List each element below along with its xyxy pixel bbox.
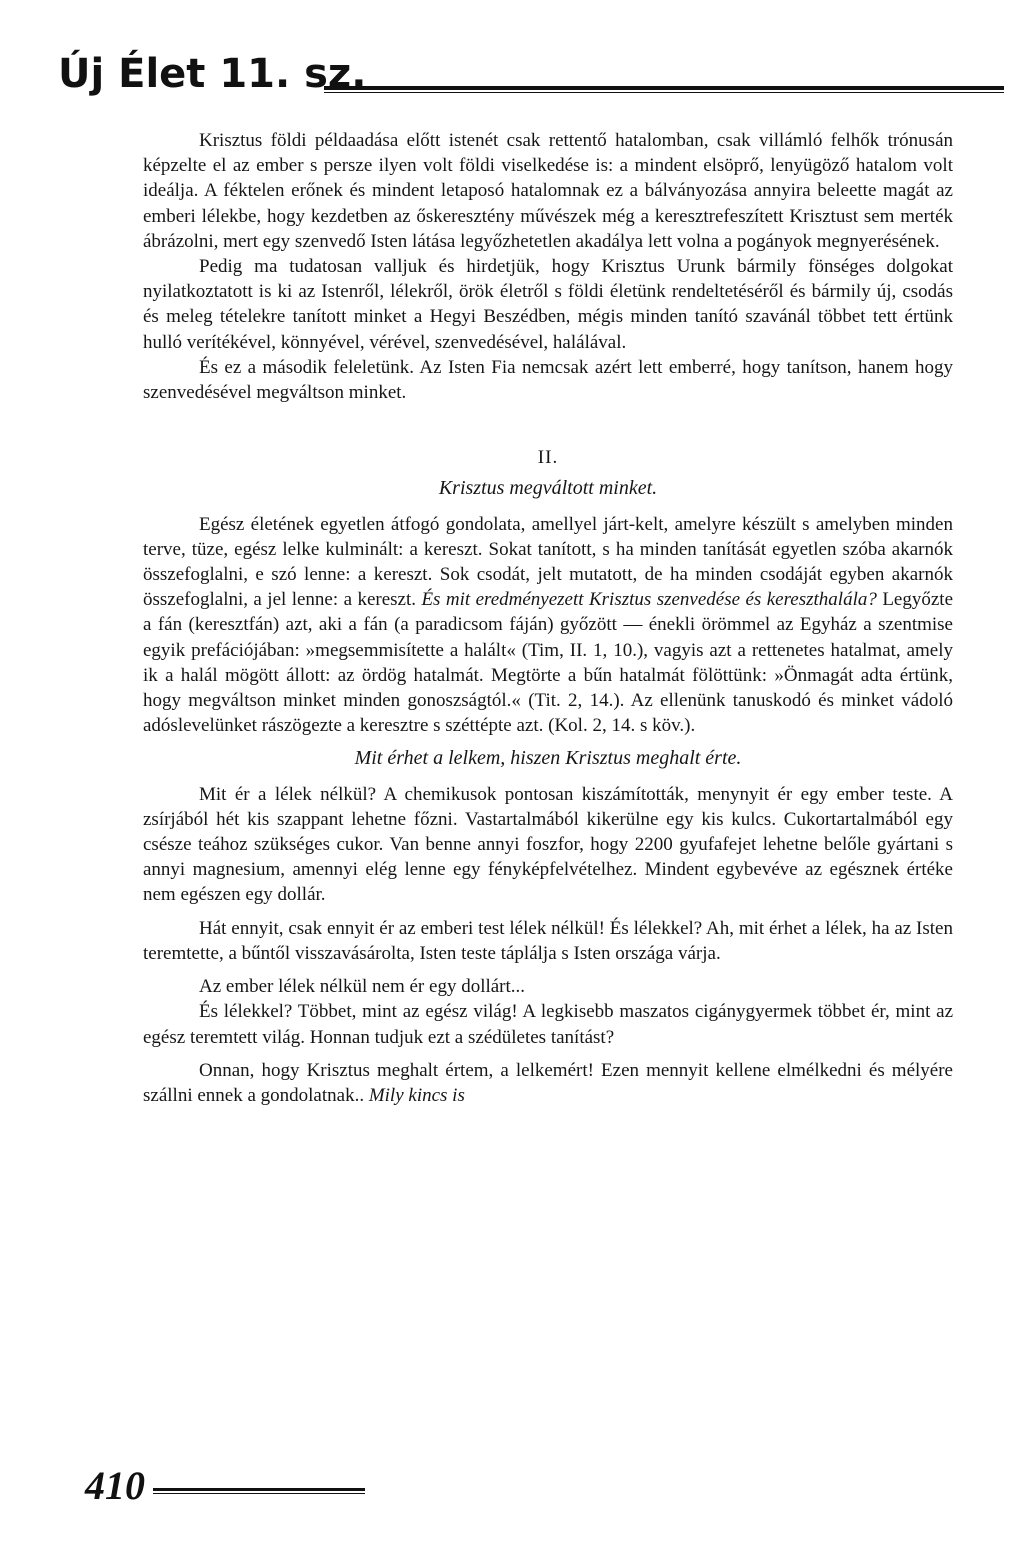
footer-rule	[153, 1488, 365, 1494]
paragraph: És ez a második feleletünk. Az Isten Fia nemcsak azért lett emberré, hogy tanítson, hanem hogy szenvedésével megváltson minket.	[143, 356, 953, 404]
page-header	[58, 46, 958, 106]
subsection-title: Mit érhet a lelkem, hiszen Krisztus meghalt érte.	[354, 747, 742, 770]
section-number: II.	[537, 447, 559, 469]
paragraph	[143, 512, 953, 739]
paragraph	[143, 1058, 953, 1108]
page-footer	[85, 1458, 385, 1518]
paragraph: Mit ér a lélek nélkül? A chemikusok pontosan kiszámították, menynyit ér egy ember teste. A zsírjából hét kis szappant lehetne főzni. Vastartalmából kikerülne egy kis kulcs. Cukortartalmából egy csésze teához szükséges cukor. Van benne annyi foszfor, hogy 2200 gyufafejet lehetne belőle gyártani s annyi magnesium, amennyi elég lenne egy fényképfelvételhez. Mindent egybevéve az egésznek értéke nem egészen egy dollár.	[143, 783, 953, 906]
paragraph: És lélekkel? Többet, mint az egész világ! A legkisebb maszatos cigánygyermek többet ér, mint az egész teremtett világ. Honnan tudjuk ezt a szédületes tanítást?	[143, 1001, 953, 1048]
paragraph: Krisztus földi példaadása előtt istenét csak rettentő hatalomban, csak villámló felhők trónusán képzelte el az ember s persze ilyen volt földi viselkedése is: a mindent elsöprő, lenyügöző hatalom volt ideálja. A féktelen erőnek és mindent letaposó hatalomnak ez a bálványozása annyira beleette magát az emberi lélekbe, hogy kezdetben az őskeresztény művészek még a keresztrefeszített Krisztust sem merték ábrázolni, mert egy szenvedő Isten látása legyőzhetetlen akadálya lett volna a pogányok megnyerésének.	[143, 130, 953, 252]
paragraph: Pedig ma tudatosan valljuk és hirdetjük, hogy Krisztus Urunk bármily fönséges dolgokat nyilatkoztatott is ki az Istenről, lélekről, örök életről s földi életünk rendeltetéséről és bármily új, csodás és meleg tételekre tanított minket a Hegyi Beszédben, mégis minden tanító szavánál többet tett értünk hulló verítékével, könnyével, vérével, szenvedésével, halálával.	[143, 256, 953, 353]
paragraph: Hát ennyit, csak ennyit ér az emberi test lélek nélkül! És lélekkel? Ah, mit érhet a lélek, ha az Isten teremtette, a bűntől visszavásárolta, Isten teste táplálja s Isten országa várja.	[143, 917, 953, 964]
page-number: 410	[85, 1463, 145, 1508]
paragraph: Az ember lélek nélkül nem ér egy dollárt...	[199, 976, 526, 998]
italic-phrase: Mily kincs is	[368, 1084, 465, 1106]
paragraph-text: Egész életének egyetlen átfogó gondolata, amellyel járt-kelt, amelyre készült s amelyben minden terve, tüze, egész lelke kulminált: a kereszt. Sokat tanított, s ha minden tanítását egyetlen szóba akarnók összefoglalni, e szó lenne: a kereszt. Sok csodát, jelt mutatott, de ha minden csodáját egyben akarnók összefoglalni, a jel lenne: a kereszt.	[143, 513, 953, 611]
header-double-rule	[324, 86, 1004, 93]
italic-question: És mit eredményezett Krisztus szenvedése és kereszthalála?	[421, 589, 877, 611]
article-body	[143, 128, 953, 1108]
paragraph-text: Legyőzte a fán (keresztfán) azt, aki a fán (a paradicsom fáján) győzött — énekli örömmel az Egyház a szentmise egyik prefációjában: »megsemmisítette a halált« (Tim, II. 1, 10.), vagyis azt a rettenetes hatalmat, amely ik a halál mögött állott: az ördög hatalmát. Megtörte a bűn hatalmát fölöttünk: »Önmagát adta értünk, hogy megváltson minket minden gonoszságtól.« (Tit. 2, 14.). Az ellenünk tanuskodó és minket vádoló adóslevelünket rászögezte a keresztre s széttépte azt. (Kol. 2, 14. s köv.).	[143, 589, 953, 737]
section-title: Krisztus megváltott minket.	[438, 477, 658, 500]
paragraph-text: Onnan, hogy Krisztus meghalt értem, a lelkemért! Ezen mennyit kellene elmélkedni és mélyére szállni ennek a gondolatnak..	[143, 1059, 953, 1106]
journal-title: Új Élet 11. sz.	[58, 51, 367, 97]
